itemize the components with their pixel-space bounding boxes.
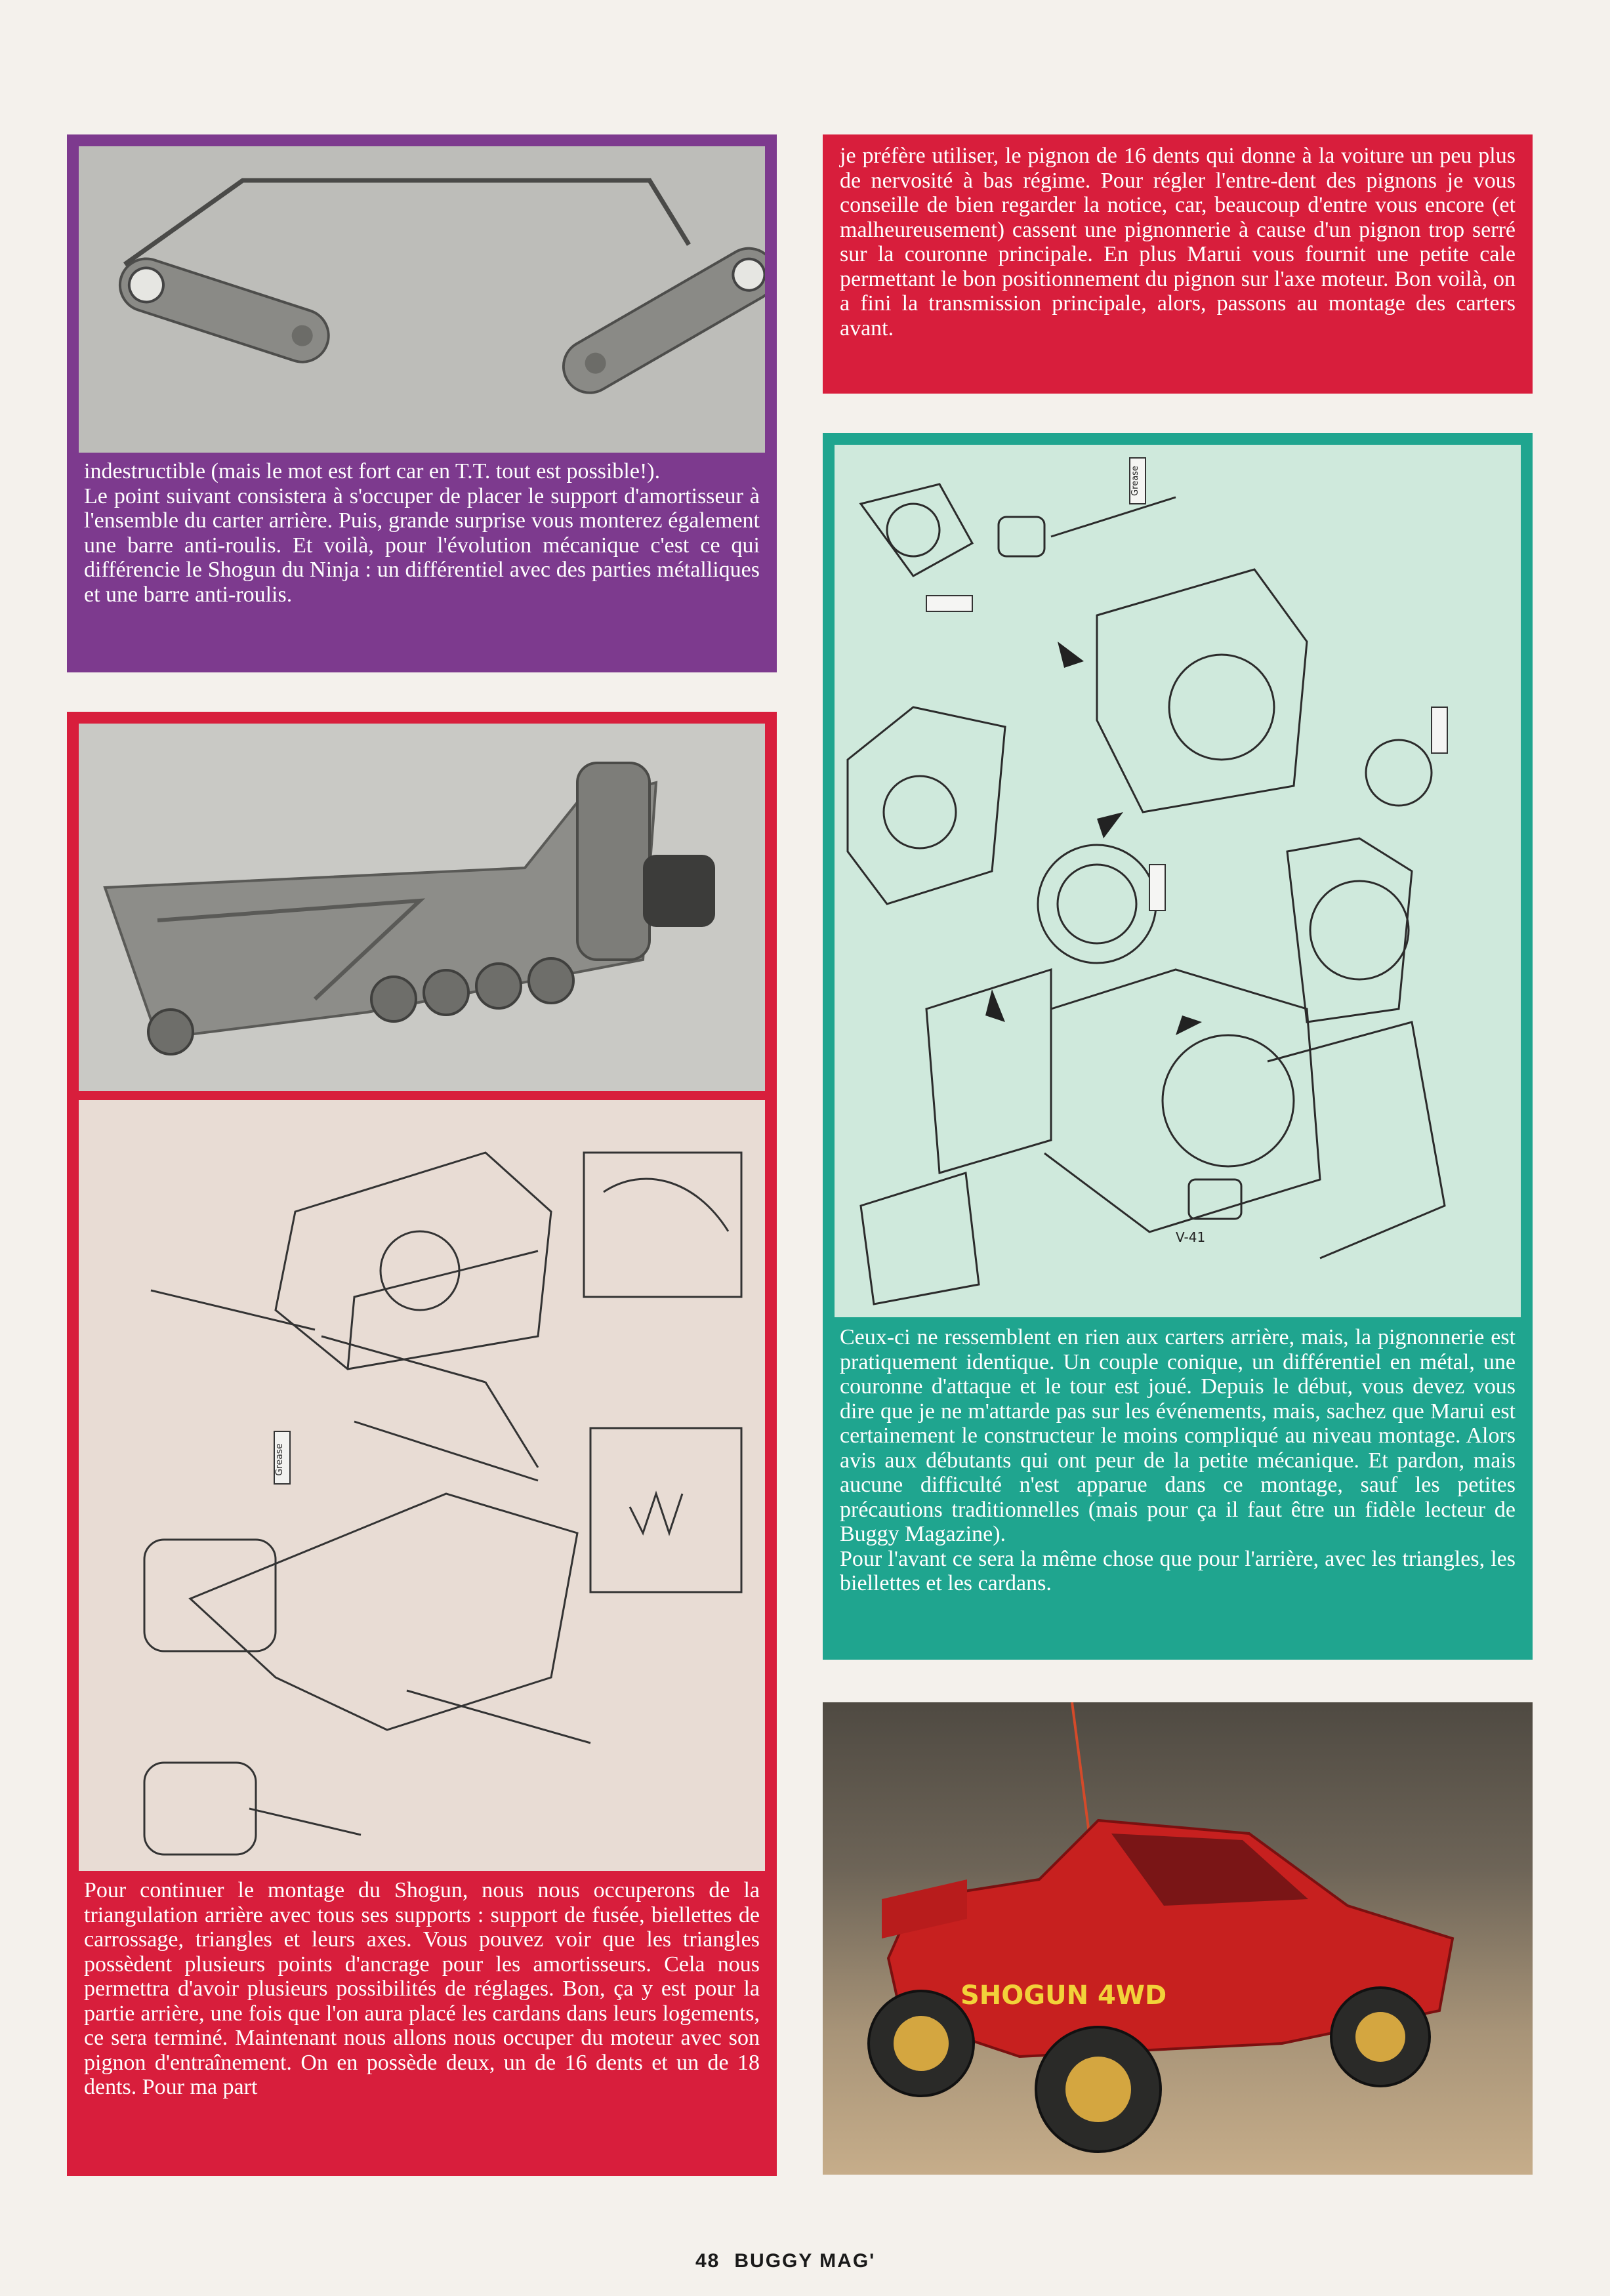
part-code-label: V-41 — [1176, 1229, 1206, 1245]
car-decal: SHOGUN 4WD — [960, 1980, 1167, 2011]
rear-assembly-diagram — [79, 1100, 765, 1871]
anti-roll-bar-photo — [79, 146, 765, 453]
red-panel-left-text: Pour continuer le montage du Shogun, nous nous occuperons de la triangulation arrière avec tous ses supports : support de fusée, biellettes de carrossage, triangles et leurs axes. Vous pouvez voir que les triangles possèdent plusieurs points d'ancrage pour les amortisseurs. Cela nous permettra d'avoir plusieurs possibilités de réglages. Bon, ça y est pour la partie arrière, une fois que l'on aura placé les cardans dans leurs logements, ce sera terminé. Maintenant nous allons nous occuper du moteur avec son pignon d'entraînement. On en possède deux, un de 16 dents et un de 18 dents. Pour ma part — [84, 1878, 760, 2099]
purple-panel — [67, 134, 777, 672]
teal-panel — [823, 433, 1533, 1660]
red-panel-right-text: je préfère utiliser, le pignon de 16 dents qui donne à la voiture un peu plus de nervosité à bas régime. Pour régler l'entre-dent des pignons je vous conseille de bien regarder la notice, car, beaucoup d'entre vous encore (et malheureusement) cassent une pignonnerie à cause d'un pignon trop serré sur la couronne principale. En plus Marui vous fournit une petite cale permettant le bon positionnement du pignon sur l'axe moteur. Bon voilà, on a fini la transmission principale, alors, passons au montage des carters avant. — [840, 144, 1516, 340]
front-gearbox-diagram — [835, 445, 1521, 1317]
teal-panel-text: Ceux-ci ne ressemblent en rien aux carters arrière, mais, la pignonnerie est pratiquement identique. Un couple conique, un différentiel en métal, une couronne d'attaque et le tour est joué. Depuis le début, vous devez vous dire que je ne m'attarde pas sur les événements, mais, sachez que Marui est certainement le constructeur le moins compliqué au niveau montage. Alors avis aux débutants qui ont peur de la petite mécanique. Et pardon, mais aucune difficulté n'est apparue dans ce montage, sauf les petites précautions traditionnelles (mais pour ça il faut être un fidèle lecteur de Buggy Magazine). Pour l'avant ce sera la même chose que pour l'arrière, avec les triangles, les biellettes et les cardans. — [840, 1325, 1516, 1595]
magazine-name: BUGGY MAG' — [734, 2250, 876, 2272]
purple-panel-text: indestructible (mais le mot est fort car en T.T. tout est possible!). Le point suivant consistera à s'occuper de placer le support d'amortisseur à l'ensemble du carter arrière. Puis, grande surprise vous monterez également une barre anti-roulis. Et voilà, pour l'évolution mécanique c'est ce qui différencie le Shogun du Ninja : un différentiel avec des parties métalliques et une barre anti-roulis. — [84, 459, 760, 607]
grease-label-rear: Grease — [274, 1443, 285, 1476]
suspension-triangle-photo — [79, 724, 765, 1091]
red-panel-left — [67, 712, 777, 2176]
page-footer — [695, 2250, 890, 2272]
page-number: 48 — [695, 2250, 720, 2272]
grease-label-front: Grease — [1130, 466, 1140, 496]
red-panel-right — [823, 134, 1533, 394]
shogun-buggy-photo — [823, 1702, 1533, 2175]
